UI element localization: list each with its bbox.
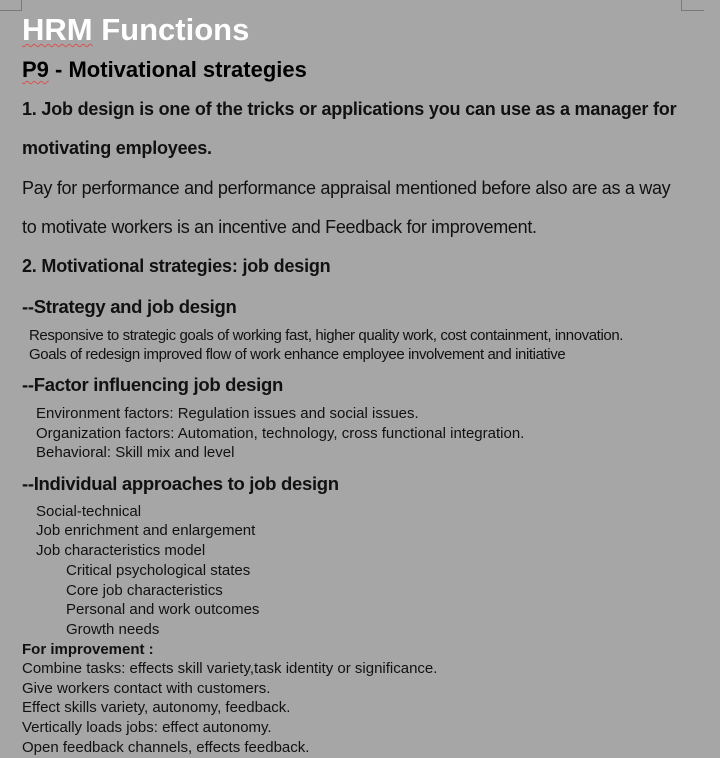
- document-title[interactable]: [22, 12, 249, 48]
- title-rest: Functions: [92, 12, 250, 47]
- sub-list-item[interactable]: Critical psychological states: [66, 562, 251, 579]
- section-heading-strategy[interactable]: --Strategy and job design: [22, 296, 237, 317]
- spellcheck-word[interactable]: HRM: [22, 12, 93, 47]
- list-item[interactable]: Job characteristics model: [36, 542, 206, 559]
- list-item[interactable]: Give workers contact with customers.: [22, 680, 271, 697]
- list-item[interactable]: Vertically loads jobs: effect autonomy.: [22, 719, 272, 736]
- section-heading-approaches[interactable]: --Individual approaches to job design: [22, 473, 339, 494]
- list-item[interactable]: Responsive to strategic goals of working fast, higher quality work, cost containment, innovation.: [29, 327, 624, 344]
- paragraph-line-1[interactable]: Pay for performance and performance appraisal mentioned before also are as a way: [22, 178, 671, 198]
- list-item[interactable]: Behavioral: Skill mix and level: [36, 444, 235, 461]
- document-subtitle[interactable]: [22, 57, 307, 83]
- improvement-heading[interactable]: For improvement :: [22, 641, 154, 658]
- sub-list-item[interactable]: Growth needs: [66, 621, 160, 638]
- sub-list-item[interactable]: Personal and work outcomes: [66, 601, 260, 618]
- point-2-heading[interactable]: 2. Motivational strategies: job design: [22, 256, 331, 276]
- list-item[interactable]: Job enrichment and enlargement: [36, 522, 256, 539]
- list-item[interactable]: Open feedback channels, effects feedback.: [22, 739, 310, 756]
- page-margin-corner-top-right: [681, 0, 704, 11]
- list-item[interactable]: Effect skills variety, autonomy, feedback.: [22, 699, 291, 716]
- point-1-line-1[interactable]: 1. Job design is one of the tricks or applications you can use as a manager for: [22, 99, 677, 119]
- list-item[interactable]: Goals of redesign improved flow of work enhance employee involvement and initiative: [29, 346, 566, 363]
- spellcheck-word[interactable]: P9: [22, 57, 49, 82]
- section-heading-factors[interactable]: --Factor influencing job design: [22, 374, 284, 395]
- paragraph-line-2[interactable]: to motivate workers is an incentive and Feedback for improvement.: [22, 217, 537, 237]
- list-item[interactable]: Environment factors: Regulation issues and social issues.: [36, 405, 419, 422]
- sub-list-item[interactable]: Core job characteristics: [66, 582, 223, 599]
- list-item[interactable]: Organization factors: Automation, technology, cross functional integration.: [36, 425, 525, 442]
- subtitle-rest: - Motivational strategies: [48, 57, 307, 82]
- point-1-line-2[interactable]: motivating employees.: [22, 138, 212, 158]
- list-item[interactable]: Social-technical: [36, 503, 142, 520]
- list-item[interactable]: Combine tasks: effects skill variety,task identity or significance.: [22, 660, 438, 677]
- page-margin-corner-top-left: [0, 0, 22, 11]
